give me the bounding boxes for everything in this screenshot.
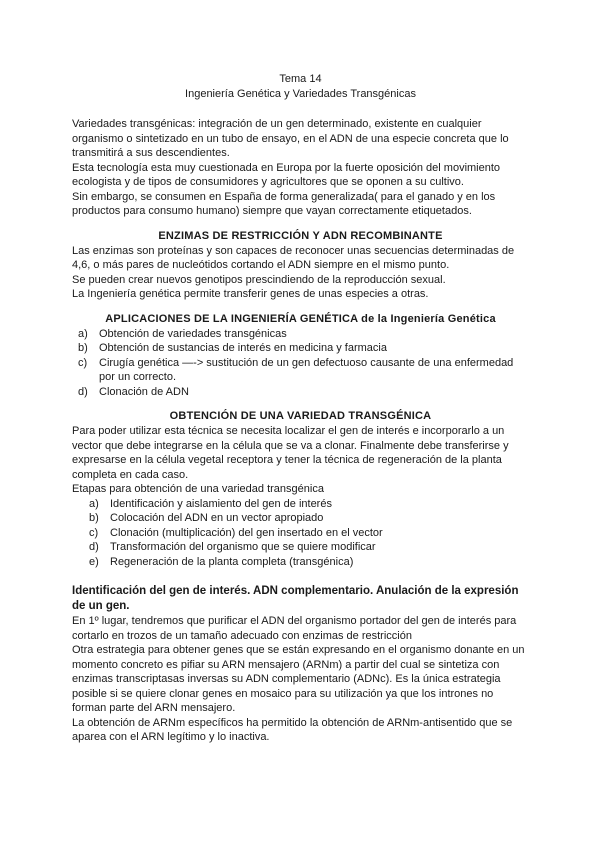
list-item-text: Regeneración de la planta completa (transgénica) bbox=[110, 555, 354, 568]
list-marker: e) bbox=[89, 555, 99, 568]
list-item-text: Obtención de sustancias de interés en medicina y farmacia bbox=[99, 342, 387, 354]
list-item bbox=[72, 526, 529, 541]
list-marker: c) bbox=[78, 356, 88, 369]
list-item bbox=[72, 356, 529, 385]
list-item bbox=[72, 555, 529, 570]
list-item-text: Clonación de ADN bbox=[99, 385, 189, 398]
list-item-text: Identificación y aislamiento del gen de interés bbox=[110, 497, 332, 510]
list-item-text: Cirugía genética —-> sustitución de un gen defectuoso causante de una enfermedad por un correcto. bbox=[99, 356, 514, 383]
section-paragraph: Para poder utilizar esta técnica se necesita localizar el gen de interés e incorporarlo a un vector que debe integrarse en la célula que se va a clonar. Finalmente debe transferirse y expresarse en la célula vegetal receptora y tener la técnica de regeneración de la planta completa en cada caso. bbox=[72, 425, 509, 481]
list-intro: Etapas para obtención de una variedad transgénica bbox=[72, 483, 324, 495]
intro-paragraph: Esta tecnología esta muy cuestionada en Europa por la fuerte oposición del movimiento ecologista y de tipos de consumidores y agricultores que se oponen a su cultivo. bbox=[72, 161, 501, 188]
intro-section bbox=[72, 117, 529, 219]
section-paragraph: La Ingeniería genética permite transferir genes de unas especies a otras. bbox=[72, 288, 429, 300]
list-item bbox=[72, 341, 529, 356]
section-paragraph: En 1º lugar, tendremos que purificar el ADN del organismo portador del gen de interés para cortarlo en trozos de un tamaño adecuado con enzimas de restricción bbox=[72, 615, 517, 642]
list-item bbox=[72, 540, 529, 555]
title-line-2: Ingeniería Genética y Variedades Transgénicas bbox=[185, 88, 416, 100]
section-transgenic-variety bbox=[72, 409, 529, 569]
document-page bbox=[72, 72, 529, 745]
section-gene-identification bbox=[72, 584, 529, 745]
intro-paragraph: Sin embargo, se consumen en España de forma generalizada( para el ganado y en los productos para consumo humano) siempre que vayan correctamente etiquetados. bbox=[72, 190, 496, 217]
list-marker: a) bbox=[89, 497, 99, 510]
section-paragraph: Otra estrategia para obtener genes que se están expresando en el organismo donante en un momento concreto es pifiar su ARN mensajero (ARNm) a partir del cual se sintetiza con enzimas transcriptasas inversas su ADN complementario (ADNc). Es la única estrategia posible si se quiere clonar genes en mosaico para su utilización ya que los intrones no forman parte del ARN mensajero. bbox=[72, 644, 525, 714]
list-item-text: Clonación (multiplicación) del gen insertado en el vector bbox=[110, 526, 383, 539]
title-line-1: Tema 14 bbox=[279, 73, 322, 85]
heading-main: APLICACIONES DE LA INGENIERÍA GENÉTICA bbox=[105, 312, 358, 325]
list-marker: b) bbox=[89, 512, 99, 524]
list-item-text: Colocación del ADN en un vector apropiado bbox=[110, 512, 324, 524]
section-applications bbox=[72, 312, 529, 400]
section-restriction-enzymes bbox=[72, 229, 529, 302]
section-heading: Identificación del gen de interés. ADN complementario. Anulación de la expresión de un gen. bbox=[72, 585, 519, 612]
section-paragraph: Las enzimas son proteínas y son capaces de reconocer unas secuencias determinadas de 4,6, o más pares de nucleótidos cortando el ADN siempre en el mismo punto. bbox=[72, 244, 515, 271]
intro-paragraph: Variedades transgénicas: integración de un gen determinado, existente en cualquier organismo o sintetizado en un tubo de ensayo, en el ADN de una especie concreta que lo transmitirá a sus descendientes. bbox=[72, 118, 509, 159]
section-paragraph: Se pueden crear nuevos genotipos prescindiendo de la reproducción sexual. bbox=[72, 273, 446, 286]
list-marker: d) bbox=[89, 541, 99, 553]
list-marker: d) bbox=[78, 385, 88, 398]
stages-list bbox=[72, 497, 529, 570]
list-item-text: Transformación del organismo que se quiere modificar bbox=[110, 541, 376, 553]
list-item bbox=[72, 327, 529, 342]
section-heading: OBTENCIÓN DE UNA VARIEDAD TRANSGÉNICA bbox=[169, 410, 432, 422]
heading-suffix: de la Ingeniería Genética bbox=[361, 312, 496, 325]
section-heading bbox=[72, 312, 529, 327]
list-marker: a) bbox=[78, 327, 88, 340]
section-heading: ENZIMAS DE RESTRICCIÓN Y ADN RECOMBINANTE bbox=[158, 229, 443, 242]
list-marker: b) bbox=[78, 342, 88, 354]
applications-list bbox=[72, 327, 529, 400]
list-marker: c) bbox=[89, 526, 99, 539]
list-item bbox=[72, 497, 529, 512]
document-title bbox=[72, 72, 529, 102]
list-item bbox=[72, 511, 529, 526]
list-item bbox=[72, 385, 529, 400]
list-item-text: Obtención de variedades transgénicas bbox=[99, 327, 287, 340]
section-paragraph: La obtención de ARNm específicos ha permitido la obtención de ARNm-antisentido que se aparea con el ARN legítimo y lo inactiva. bbox=[72, 716, 513, 743]
